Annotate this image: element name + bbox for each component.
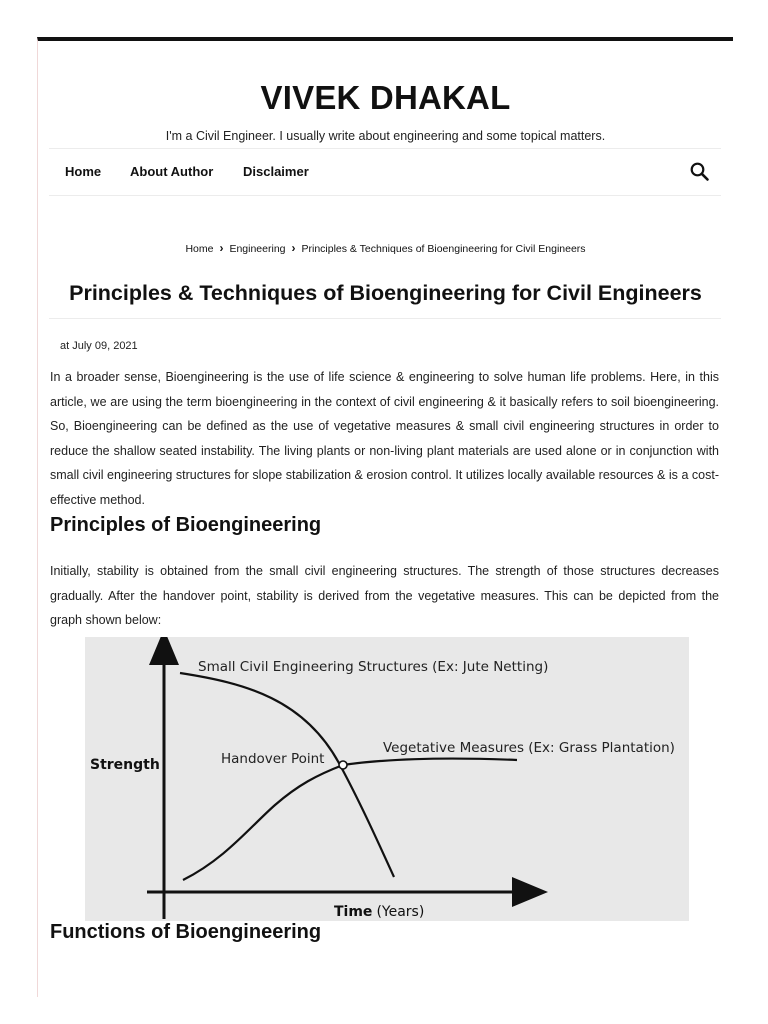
curve-label-structures: Small Civil Engineering Structures (Ex: Jute Netting) <box>198 659 549 675</box>
x-axis-label <box>334 904 424 920</box>
search-icon[interactable] <box>689 161 711 183</box>
divider <box>49 318 721 319</box>
heading-functions: Functions of Bioengineering <box>50 921 322 943</box>
curve-label-vegetative: Vegetative Measures (Ex: Grass Plantation) <box>383 740 675 756</box>
breadcrumb-engineering[interactable]: Engineering <box>229 243 286 255</box>
nav-item-home[interactable]: Home <box>65 164 102 179</box>
y-axis-label: Strength <box>90 757 160 773</box>
breadcrumb-home[interactable]: Home <box>185 243 214 255</box>
breadcrumb-current: Principles & Techniques of Bioengineering for Civil Engineers <box>301 243 586 255</box>
chevron-right-icon: › <box>219 241 224 255</box>
post-title: Principles & Techniques of Bioengineering for Civil Engineers <box>69 281 702 305</box>
handover-label: Handover Point <box>221 751 325 767</box>
principles-paragraph: Initially, stability is obtained from the small civil engineering structures. The strength of those structures decreases gradually. After the handover point, stability is derived from the vegetative measures. This can be depicted from the graph shown below: <box>50 564 719 628</box>
nav-item-about-author[interactable]: About Author <box>130 164 214 179</box>
vegetative-curve <box>183 759 517 880</box>
breadcrumb <box>38 241 733 255</box>
x-axis-label-main: Time <box>334 904 373 920</box>
site-tagline: I'm a Civil Engineer. I usually write about engineering and some topical matters. <box>165 129 606 143</box>
handover-point-marker <box>339 761 347 769</box>
chevron-right-icon: › <box>291 241 296 255</box>
intro-paragraph: In a broader sense, Bioengineering is the use of life science & engineering to solve human life problems. Here, in this article, we are using the term bioengineering in the context of civil engineering & it basically refers to soil bioengineering. So, Bioengineering can be defined as the use of vegetative measures & small civil engineering structures in order to reduce the shallow seated instability. The living plants or non-living plant materials are used alone or in conjunction with small civil engineering structures for slope stabilization & erosion control. It utilizes locally available resources & is a cost-effective method. <box>50 370 719 507</box>
site-title[interactable]: VIVEK DHAKAL <box>260 79 511 116</box>
x-axis-label-unit: (Years) <box>376 904 425 920</box>
structures-curve <box>180 673 394 877</box>
heading-principles: Principles of Bioengineering <box>50 514 322 536</box>
main-navigation <box>49 148 721 196</box>
strength-time-graph <box>85 637 689 921</box>
page-container <box>37 37 733 997</box>
nav-item-disclaimer[interactable]: Disclaimer <box>243 164 309 179</box>
post-date: at July 09, 2021 <box>60 340 138 352</box>
